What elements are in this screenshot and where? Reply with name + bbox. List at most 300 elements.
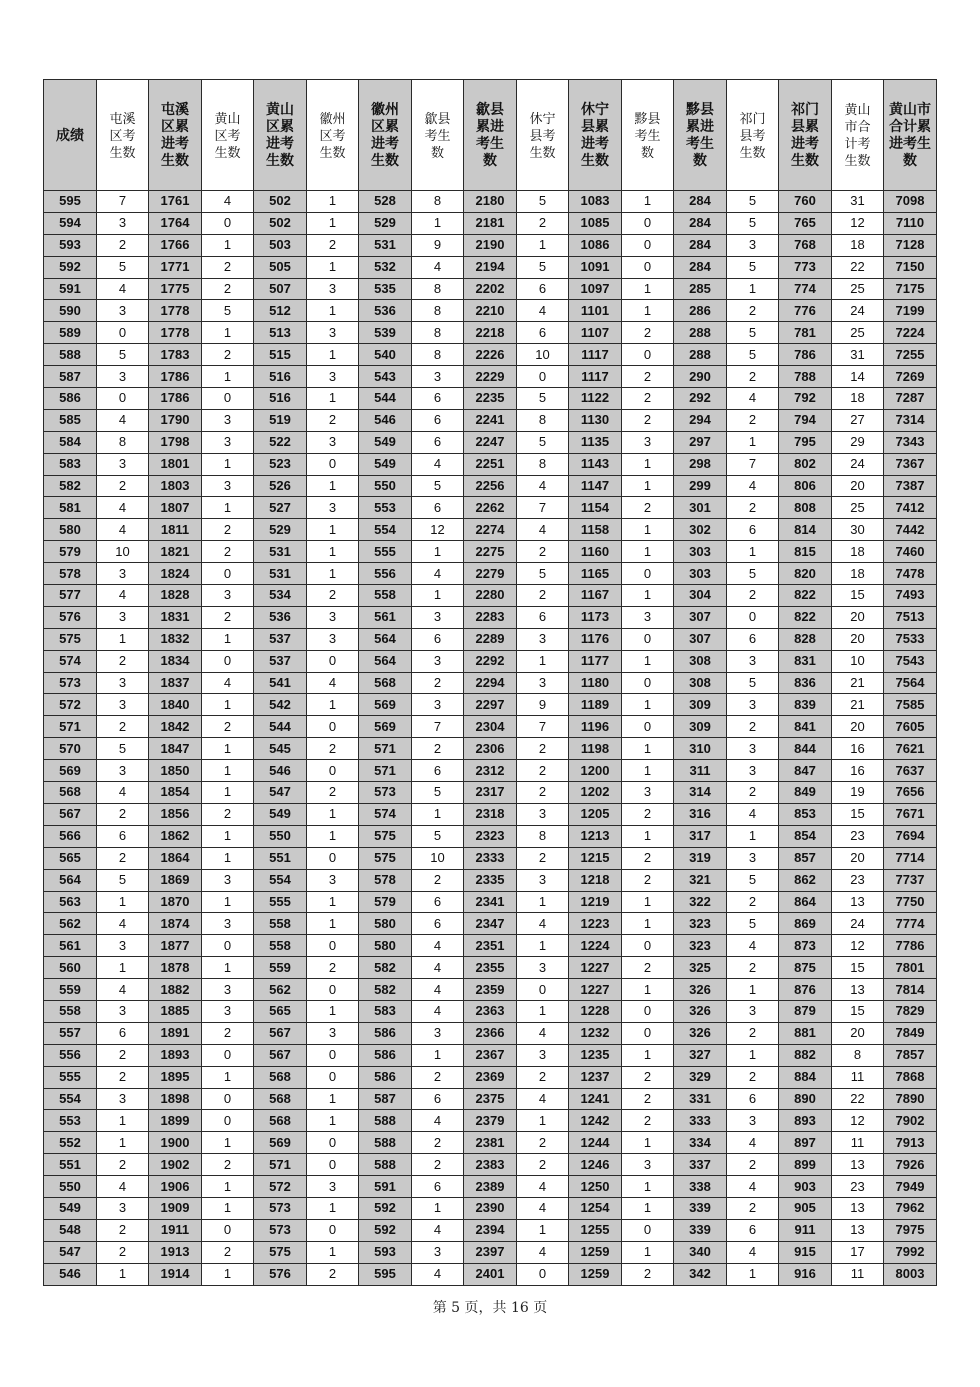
count-cell: 3 [97,300,149,322]
cumulative-cell: 2381 [464,1132,517,1154]
cumulative-cell: 1135 [569,431,622,453]
count-cell: 3 [307,1022,359,1044]
cumulative-cell: 760 [779,191,832,213]
count-cell: 0 [307,716,359,738]
cumulative-cell: 505 [254,256,307,278]
cumulative-cell: 897 [779,1132,832,1154]
count-cell: 1 [622,1241,674,1263]
cumulative-cell: 1786 [149,366,202,388]
cumulative-cell: 541 [254,672,307,694]
cumulative-cell: 879 [779,1000,832,1022]
count-cell: 2 [622,1088,674,1110]
cumulative-cell: 1771 [149,256,202,278]
count-cell: 10 [412,847,464,869]
header-city-total-count: 黄山市合计考生数 [832,80,884,191]
count-cell: 5 [727,322,779,344]
cumulative-cell: 2235 [464,388,517,410]
cumulative-cell: 1223 [569,913,622,935]
cumulative-cell: 302 [674,519,727,541]
header-yixian-cumulative: 黟县累进考生数 [674,80,727,191]
count-cell: 6 [412,913,464,935]
cumulative-cell: 567 [254,1044,307,1066]
cumulative-cell: 545 [254,738,307,760]
cumulative-cell: 1215 [569,847,622,869]
count-cell: 2 [412,1154,464,1176]
cumulative-cell: 592 [359,1197,412,1219]
count-cell: 15 [832,1000,884,1022]
score-cell: 570 [44,738,97,760]
table-row [44,563,937,585]
count-cell: 1 [517,935,569,957]
cumulative-cell: 839 [779,694,832,716]
count-cell: 4 [412,1000,464,1022]
cumulative-cell: 575 [359,847,412,869]
cumulative-cell: 7786 [884,935,937,957]
count-cell: 2 [517,847,569,869]
cumulative-cell: 299 [674,475,727,497]
cumulative-cell: 586 [359,1066,412,1088]
cumulative-cell: 536 [359,300,412,322]
count-cell: 2 [202,519,254,541]
count-cell: 0 [622,212,674,234]
count-cell: 4 [97,1176,149,1198]
cumulative-cell: 862 [779,869,832,891]
count-cell: 4 [97,497,149,519]
table-row [44,1000,937,1022]
cumulative-cell: 808 [779,497,832,519]
count-cell: 4 [412,979,464,1001]
count-cell: 2 [97,650,149,672]
cumulative-cell: 579 [359,891,412,913]
cumulative-cell: 542 [254,694,307,716]
cumulative-cell: 1250 [569,1176,622,1198]
cumulative-cell: 568 [359,672,412,694]
count-cell: 1 [622,694,674,716]
count-cell: 0 [307,1044,359,1066]
cumulative-cell: 2375 [464,1088,517,1110]
cumulative-cell: 806 [779,475,832,497]
count-cell: 6 [97,825,149,847]
cumulative-cell: 516 [254,388,307,410]
cumulative-cell: 2318 [464,803,517,825]
cumulative-cell: 2335 [464,869,517,891]
count-cell: 4 [517,1176,569,1198]
cumulative-cell: 1242 [569,1110,622,1132]
cumulative-cell: 559 [254,957,307,979]
cumulative-cell: 1837 [149,672,202,694]
count-cell: 7 [97,191,149,213]
cumulative-cell: 1878 [149,957,202,979]
count-cell: 3 [412,366,464,388]
count-cell: 1 [307,1197,359,1219]
count-cell: 1 [517,1219,569,1241]
cumulative-cell: 502 [254,212,307,234]
cumulative-cell: 515 [254,344,307,366]
table-row [44,388,937,410]
cumulative-cell: 1176 [569,628,622,650]
count-cell: 2 [622,1066,674,1088]
table-row [44,322,937,344]
count-cell: 3 [622,606,674,628]
cumulative-cell: 564 [359,650,412,672]
count-cell: 18 [832,234,884,256]
count-cell: 0 [622,234,674,256]
cumulative-cell: 298 [674,453,727,475]
cumulative-cell: 527 [254,497,307,519]
cumulative-cell: 309 [674,716,727,738]
cumulative-cell: 915 [779,1241,832,1263]
count-cell: 1 [202,1197,254,1219]
cumulative-cell: 340 [674,1241,727,1263]
count-cell: 10 [517,344,569,366]
cumulative-cell: 569 [359,716,412,738]
count-cell: 3 [202,1000,254,1022]
count-cell: 1 [307,212,359,234]
cumulative-cell: 1882 [149,979,202,1001]
score-cell: 584 [44,431,97,453]
cumulative-cell: 1235 [569,1044,622,1066]
count-cell: 5 [727,913,779,935]
cumulative-cell: 1895 [149,1066,202,1088]
count-cell: 0 [622,628,674,650]
count-cell: 12 [832,935,884,957]
score-cell: 572 [44,694,97,716]
cumulative-cell: 1862 [149,825,202,847]
cumulative-cell: 292 [674,388,727,410]
score-cell: 563 [44,891,97,913]
cumulative-cell: 286 [674,300,727,322]
cumulative-cell: 1101 [569,300,622,322]
count-cell: 20 [832,606,884,628]
count-cell: 3 [517,957,569,979]
header-qimen-count: 祁门县考生数 [727,80,779,191]
cumulative-cell: 339 [674,1197,727,1219]
cumulative-cell: 553 [359,497,412,519]
cumulative-cell: 325 [674,957,727,979]
count-cell: 21 [832,672,884,694]
cumulative-cell: 561 [359,606,412,628]
cumulative-cell: 7460 [884,541,937,563]
table-row [44,453,937,475]
count-cell: 0 [622,563,674,585]
cumulative-cell: 2218 [464,322,517,344]
cumulative-cell: 554 [359,519,412,541]
count-cell: 5 [727,869,779,891]
cumulative-cell: 547 [254,782,307,804]
cumulative-cell: 582 [359,979,412,1001]
cumulative-cell: 1259 [569,1241,622,1263]
count-cell: 2 [727,409,779,431]
cumulative-cell: 2389 [464,1176,517,1198]
count-cell: 2 [622,847,674,869]
cumulative-cell: 1801 [149,453,202,475]
cumulative-cell: 7128 [884,234,937,256]
table-row [44,1132,937,1154]
count-cell: 9 [412,234,464,256]
count-cell: 3 [97,606,149,628]
count-cell: 4 [517,1197,569,1219]
score-cell: 595 [44,191,97,213]
cumulative-cell: 7992 [884,1241,937,1263]
count-cell: 2 [517,1066,569,1088]
table-body [44,191,937,1286]
cumulative-cell: 322 [674,891,727,913]
count-cell: 3 [202,979,254,1001]
count-cell: 4 [517,519,569,541]
count-cell: 6 [97,1022,149,1044]
score-cell: 592 [44,256,97,278]
cumulative-cell: 7150 [884,256,937,278]
cumulative-cell: 7913 [884,1132,937,1154]
count-cell: 3 [97,453,149,475]
cumulative-cell: 1200 [569,760,622,782]
cumulative-cell: 7543 [884,650,937,672]
count-cell: 11 [832,1066,884,1088]
count-cell: 2 [202,256,254,278]
cumulative-cell: 551 [254,847,307,869]
count-cell: 5 [97,344,149,366]
count-cell: 1 [307,891,359,913]
cumulative-cell: 875 [779,957,832,979]
count-cell: 16 [832,738,884,760]
count-cell: 31 [832,344,884,366]
cumulative-cell: 308 [674,672,727,694]
count-cell: 4 [307,672,359,694]
cumulative-cell: 1198 [569,738,622,760]
score-cell: 588 [44,344,97,366]
table-row [44,541,937,563]
count-cell: 1 [202,782,254,804]
cumulative-cell: 2229 [464,366,517,388]
count-cell: 1 [622,913,674,935]
score-cell: 560 [44,957,97,979]
cumulative-cell: 316 [674,803,727,825]
cumulative-cell: 2292 [464,650,517,672]
cumulative-cell: 890 [779,1088,832,1110]
count-cell: 2 [97,1241,149,1263]
cumulative-cell: 546 [254,760,307,782]
cumulative-cell: 326 [674,1022,727,1044]
table-row [44,1154,937,1176]
count-cell: 2 [622,409,674,431]
count-cell: 0 [307,935,359,957]
count-cell: 0 [202,1088,254,1110]
cumulative-cell: 7585 [884,694,937,716]
cumulative-cell: 573 [254,1219,307,1241]
count-cell: 1 [202,1066,254,1088]
count-cell: 2 [412,672,464,694]
cumulative-cell: 574 [359,803,412,825]
table-row [44,1263,937,1285]
table-row [44,1044,937,1066]
cumulative-cell: 562 [254,979,307,1001]
count-cell: 1 [727,979,779,1001]
cumulative-cell: 507 [254,278,307,300]
count-cell: 2 [97,1219,149,1241]
score-cell: 571 [44,716,97,738]
cumulative-cell: 503 [254,234,307,256]
score-cell: 568 [44,782,97,804]
count-cell: 1 [202,1132,254,1154]
cumulative-cell: 588 [359,1154,412,1176]
count-cell: 2 [517,541,569,563]
count-cell: 1 [202,957,254,979]
count-cell: 4 [412,563,464,585]
cumulative-cell: 2251 [464,453,517,475]
count-cell: 1 [727,541,779,563]
cumulative-cell: 2247 [464,431,517,453]
count-cell: 3 [307,606,359,628]
count-cell: 4 [727,935,779,957]
count-cell: 1 [517,234,569,256]
count-cell: 5 [727,191,779,213]
cumulative-cell: 2194 [464,256,517,278]
count-cell: 3 [412,606,464,628]
count-cell: 2 [727,782,779,804]
cumulative-cell: 1885 [149,1000,202,1022]
cumulative-cell: 2333 [464,847,517,869]
cumulative-cell: 774 [779,278,832,300]
count-cell: 1 [622,1132,674,1154]
cumulative-cell: 314 [674,782,727,804]
count-cell: 5 [517,388,569,410]
count-cell: 4 [727,388,779,410]
table-row [44,409,937,431]
count-cell: 4 [412,1110,464,1132]
count-cell: 1 [727,1044,779,1066]
count-cell: 3 [97,935,149,957]
table-row [44,891,937,913]
cumulative-cell: 7412 [884,497,937,519]
cumulative-cell: 526 [254,475,307,497]
count-cell: 2 [517,782,569,804]
count-cell: 1 [412,541,464,563]
score-cell: 566 [44,825,97,847]
count-cell: 4 [727,1132,779,1154]
cumulative-cell: 569 [254,1132,307,1154]
count-cell: 1 [202,760,254,782]
count-cell: 0 [622,1022,674,1044]
count-cell: 2 [202,1154,254,1176]
cumulative-cell: 7493 [884,585,937,607]
cumulative-cell: 7175 [884,278,937,300]
count-cell: 11 [832,1132,884,1154]
table-row [44,606,937,628]
table-row [44,716,937,738]
count-cell: 12 [412,519,464,541]
count-cell: 3 [517,803,569,825]
count-cell: 4 [412,1219,464,1241]
count-cell: 5 [517,191,569,213]
count-cell: 1 [307,825,359,847]
cumulative-cell: 519 [254,409,307,431]
score-cell: 567 [44,803,97,825]
count-cell: 2 [727,366,779,388]
score-cell: 564 [44,869,97,891]
count-cell: 2 [622,803,674,825]
count-cell: 3 [727,234,779,256]
count-cell: 4 [727,1241,779,1263]
count-cell: 1 [202,322,254,344]
score-cell: 555 [44,1066,97,1088]
cumulative-cell: 7750 [884,891,937,913]
cumulative-cell: 2351 [464,935,517,957]
score-cell: 587 [44,366,97,388]
count-cell: 3 [307,278,359,300]
cumulative-cell: 1899 [149,1110,202,1132]
count-cell: 2 [622,957,674,979]
count-cell: 27 [832,409,884,431]
cumulative-cell: 586 [359,1022,412,1044]
table-row [44,1088,937,1110]
cumulative-cell: 569 [359,694,412,716]
count-cell: 1 [202,1176,254,1198]
score-cell: 576 [44,606,97,628]
cumulative-cell: 288 [674,344,727,366]
count-cell: 3 [727,738,779,760]
cumulative-cell: 338 [674,1176,727,1198]
cumulative-cell: 847 [779,760,832,782]
count-cell: 1 [307,1088,359,1110]
count-cell: 16 [832,760,884,782]
cumulative-cell: 1775 [149,278,202,300]
count-cell: 6 [412,388,464,410]
count-cell: 18 [832,563,884,585]
cumulative-cell: 7387 [884,475,937,497]
count-cell: 1 [202,1263,254,1285]
cumulative-cell: 2379 [464,1110,517,1132]
cumulative-cell: 2304 [464,716,517,738]
cumulative-cell: 8003 [884,1263,937,1285]
count-cell: 3 [97,563,149,585]
cumulative-cell: 869 [779,913,832,935]
count-cell: 2 [517,760,569,782]
cumulative-cell: 1213 [569,825,622,847]
cumulative-cell: 1778 [149,322,202,344]
score-cell: 561 [44,935,97,957]
score-cell: 569 [44,760,97,782]
count-cell: 12 [832,212,884,234]
count-cell: 3 [202,475,254,497]
header-score: 成绩 [44,80,97,191]
cumulative-cell: 1856 [149,803,202,825]
cumulative-cell: 2202 [464,278,517,300]
header-huangshanqu-count: 黄山区考生数 [202,80,254,191]
cumulative-cell: 284 [674,256,727,278]
cumulative-cell: 502 [254,191,307,213]
score-cell: 573 [44,672,97,694]
header-tunxi-cumulative: 屯溪区累进考生数 [149,80,202,191]
cumulative-cell: 297 [674,431,727,453]
cumulative-cell: 1160 [569,541,622,563]
table-row [44,628,937,650]
cumulative-cell: 337 [674,1154,727,1176]
cumulative-cell: 7656 [884,782,937,804]
cumulative-cell: 2297 [464,694,517,716]
cumulative-cell: 2190 [464,234,517,256]
count-cell: 4 [202,672,254,694]
cumulative-cell: 532 [359,256,412,278]
count-cell: 14 [832,366,884,388]
cumulative-cell: 2274 [464,519,517,541]
count-cell: 1 [307,475,359,497]
cumulative-cell: 1158 [569,519,622,541]
table-row [44,1197,937,1219]
count-cell: 2 [307,782,359,804]
table-row [44,278,937,300]
cumulative-cell: 582 [359,957,412,979]
count-cell: 5 [727,672,779,694]
